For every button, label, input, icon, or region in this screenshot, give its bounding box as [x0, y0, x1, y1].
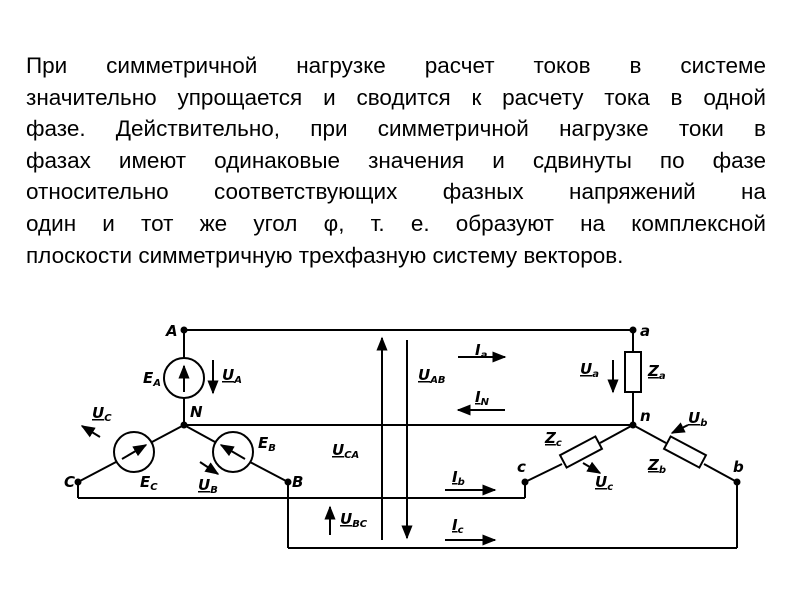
- node-label-B: B: [292, 473, 304, 491]
- label-Zc: $Z_c$: [545, 429, 562, 449]
- text-line: плоскости симметричную трехфазную систему векторов.: [26, 242, 624, 268]
- node-label-N: N: [190, 403, 203, 421]
- label-Ib: $I_b$: [452, 468, 465, 488]
- uc-load-arrow: [583, 463, 600, 473]
- label-EB: $E_B$: [258, 434, 276, 454]
- load-a-resistor: [625, 352, 641, 392]
- label-UCA: $U_{CA}$: [332, 441, 360, 461]
- label-Ub-load: $U_b$: [688, 409, 708, 429]
- load-c-resistor: [560, 436, 602, 467]
- load-b-resistor: [664, 436, 706, 467]
- label-Uc-load: $U_c$: [595, 473, 614, 493]
- text-line: фазе. Действительно, при симметричной нагрузке токи в: [26, 116, 766, 142]
- label-UC: $U_C$: [92, 404, 112, 424]
- node-label-A: A: [166, 322, 178, 340]
- label-Ic: $I_c$: [452, 516, 464, 536]
- uc-arrow: [82, 426, 100, 437]
- ub-arrow: [200, 462, 218, 474]
- text-line: один и тот же угол φ, т. е. образуют на комплексной: [26, 210, 766, 236]
- label-IN: $I_N$: [475, 388, 489, 408]
- node-label-b: b: [733, 458, 744, 476]
- node-label-n: n: [640, 407, 651, 425]
- label-EA: $E_A$: [143, 369, 161, 389]
- node-label-a: a: [640, 322, 651, 340]
- label-Za: $Z_a$: [648, 362, 666, 382]
- label-EC: $E_C$: [140, 473, 158, 493]
- text-line: При симметричной нагрузке расчет токов в системе: [26, 53, 766, 78]
- text-line: значительно упрощается и сводится к расчету тока в одной: [26, 84, 766, 110]
- label-Ia: $I_a$: [475, 341, 488, 361]
- label-Zb: $Z_b$: [648, 456, 667, 476]
- label-UAB: $U_{AB}$: [418, 366, 446, 386]
- ub-load-arrow: [672, 425, 688, 433]
- label-UBC: $U_{BC}$: [340, 510, 368, 530]
- text-line: относительно соответствующих фазных напряжений на: [26, 179, 766, 205]
- node-label-C: C: [64, 473, 76, 491]
- label-UA: $U_A$: [222, 366, 242, 386]
- text-line: фазах имеют одинаковые значения и сдвинуты по фазе: [26, 147, 766, 173]
- node-label-c: c: [517, 458, 526, 476]
- label-Ua-load: $U_a$: [580, 360, 599, 380]
- node-labels: [64, 322, 744, 491]
- label-UB: $U_B$: [198, 476, 218, 496]
